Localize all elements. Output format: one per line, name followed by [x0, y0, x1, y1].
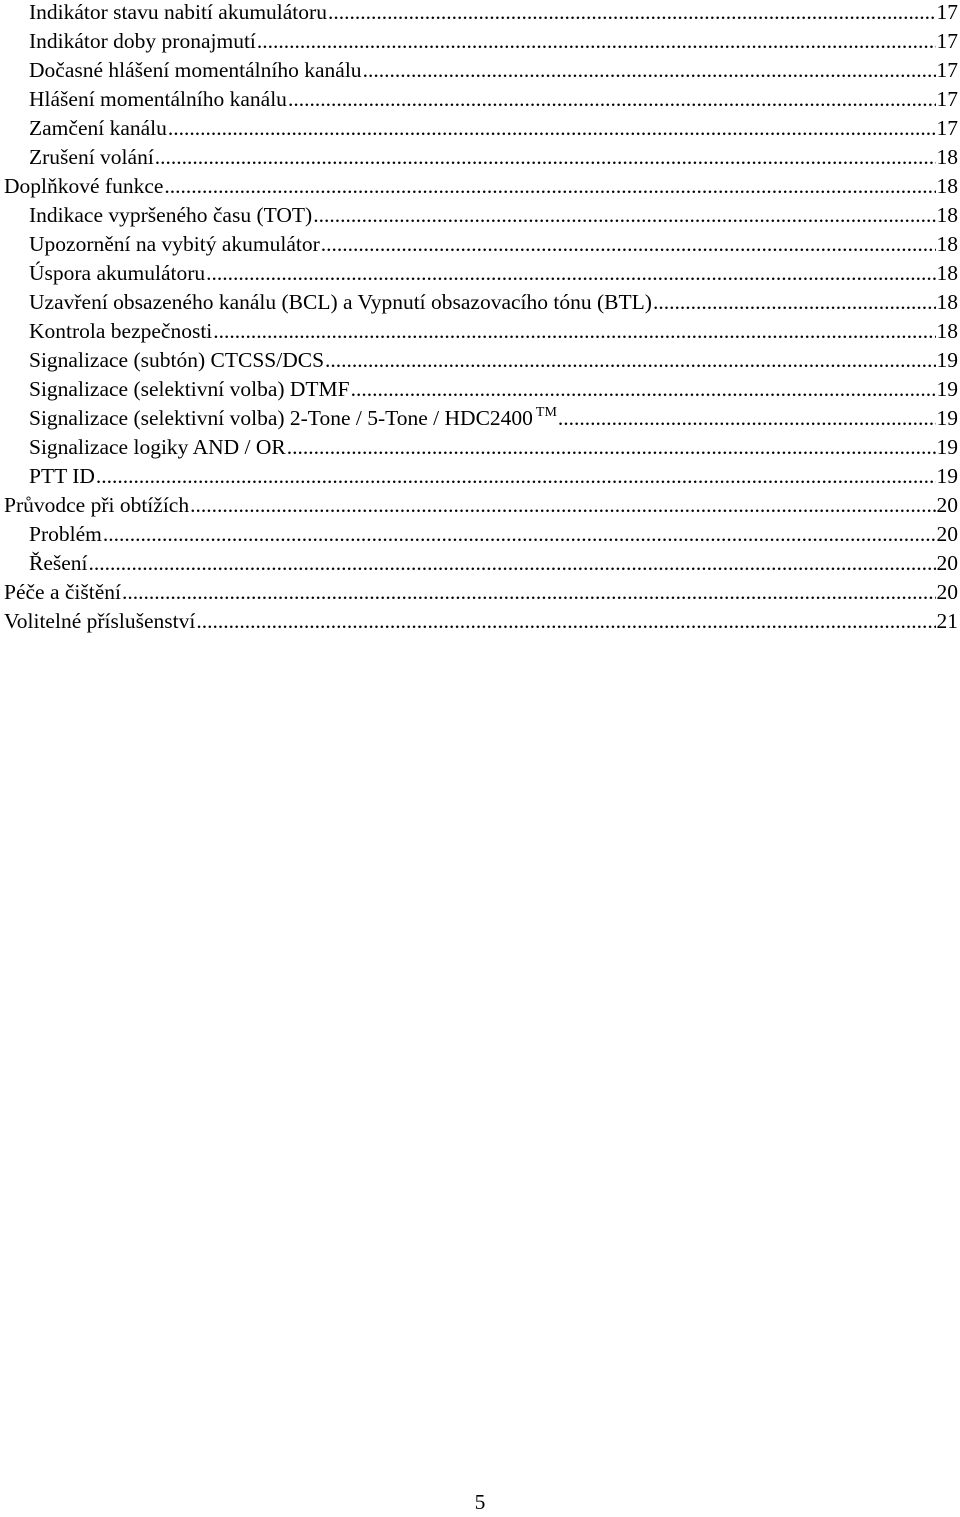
toc-entry-page: 18	[936, 261, 958, 285]
toc-dot-leader	[313, 201, 935, 230]
toc-entry-title: Signalizace logiky AND / OR	[29, 435, 286, 459]
toc-entry	[4, 549, 958, 578]
toc-dot-leader	[325, 346, 935, 375]
toc-dot-leader	[89, 549, 936, 578]
toc-entry-page: 19	[936, 406, 958, 430]
toc-entry	[4, 520, 958, 549]
toc-entry-title-text: Signalizace (selektivní volba) 2-Tone / 5-Tone / HDC2400	[29, 406, 533, 430]
toc-entry	[4, 491, 958, 520]
toc-entry	[4, 56, 958, 85]
toc-dot-leader	[206, 259, 935, 288]
toc-dot-leader	[164, 172, 935, 201]
toc-entry-page: 17	[936, 0, 958, 24]
toc-entry-title: Péče a čištění	[4, 580, 122, 604]
toc-entry-page: 20	[936, 580, 958, 604]
toc-dot-leader	[288, 85, 936, 114]
trademark-superscript: TM	[535, 405, 557, 420]
toc-entry	[4, 85, 958, 114]
toc-entry-page: 20	[936, 551, 958, 575]
toc-entry	[4, 462, 958, 491]
toc-entry-page: 18	[936, 319, 958, 343]
toc-entry-title	[29, 404, 557, 433]
toc-entry	[4, 433, 958, 462]
toc-entry	[4, 375, 958, 404]
toc-entry	[4, 578, 958, 607]
toc-entry-page: 17	[936, 29, 958, 53]
toc-dot-leader	[287, 433, 936, 462]
toc-entry-title: Dočasné hlášení momentálního kanálu	[29, 58, 362, 82]
toc-entry-title: Volitelné příslušenství	[4, 609, 196, 633]
toc-dot-leader	[257, 27, 936, 56]
toc-entry	[4, 172, 958, 201]
toc-entry	[4, 201, 958, 230]
toc-entry	[4, 607, 958, 636]
toc-dot-leader	[321, 230, 936, 259]
toc-entry-page: 18	[936, 290, 958, 314]
toc-entry	[4, 230, 958, 259]
toc-entry-page: 19	[936, 464, 958, 488]
toc-entry	[4, 0, 958, 27]
toc-entry	[4, 288, 958, 317]
toc-dot-leader	[155, 143, 936, 172]
toc-dot-leader	[168, 114, 936, 143]
toc-dot-leader	[190, 491, 935, 520]
toc-dot-leader	[363, 56, 936, 85]
toc-entry	[4, 143, 958, 172]
toc-entry-page: 18	[936, 203, 958, 227]
toc-entry-title: Zamčení kanálu	[29, 116, 167, 140]
table-of-contents	[4, 0, 958, 636]
toc-dot-leader	[351, 375, 936, 404]
toc-dot-leader	[213, 317, 935, 346]
toc-entry-page: 19	[936, 348, 958, 372]
toc-entry-title: PTT ID	[29, 464, 95, 488]
toc-dot-leader	[96, 462, 936, 491]
toc-entry-title: Indikátor stavu nabití akumulátoru	[29, 0, 327, 24]
toc-dot-leader	[103, 520, 936, 549]
toc-entry-page: 20	[936, 493, 958, 517]
toc-entry	[4, 404, 958, 433]
toc-entry-title: Indikace vypršeného času (TOT)	[29, 203, 313, 227]
toc-entry	[4, 317, 958, 346]
toc-entry-page: 18	[936, 145, 958, 169]
toc-entry-title: Řešení	[29, 551, 88, 575]
toc-entry-page: 17	[936, 58, 958, 82]
toc-entry-page: 21	[936, 609, 958, 633]
toc-entry-title: Uzavření obsazeného kanálu (BCL) a Vypnutí obsazovacího tónu (BTL)	[29, 290, 652, 314]
toc-entry-page: 17	[936, 87, 958, 111]
toc-entry-title: Signalizace (subtón) CTCSS/DCS	[29, 348, 325, 372]
toc-entry-title: Problém	[29, 522, 102, 546]
toc-entry-page: 18	[936, 174, 958, 198]
toc-entry-page: 18	[936, 232, 958, 256]
toc-dot-leader	[196, 607, 935, 636]
toc-entry	[4, 114, 958, 143]
toc-entry-page: 17	[936, 116, 958, 140]
toc-entry-page: 19	[936, 435, 958, 459]
toc-entry	[4, 346, 958, 375]
toc-dot-leader	[328, 0, 936, 27]
toc-entry	[4, 27, 958, 56]
toc-entry-title: Indikátor doby pronajmutí	[29, 29, 256, 53]
toc-entry-title: Signalizace (selektivní volba) DTMF	[29, 377, 350, 401]
toc-entry-title: Hlášení momentálního kanálu	[29, 87, 287, 111]
toc-entry	[4, 259, 958, 288]
toc-entry-page: 20	[936, 522, 958, 546]
page-number: 5	[474, 1490, 486, 1514]
toc-entry-title: Upozornění na vybitý akumulátor	[29, 232, 320, 256]
toc-dot-leader	[558, 404, 936, 433]
toc-dot-leader	[122, 578, 935, 607]
toc-entry-title: Zrušení volání	[29, 145, 154, 169]
toc-entry-title: Doplňkové funkce	[4, 174, 164, 198]
toc-entry-page: 19	[936, 377, 958, 401]
toc-entry-title: Průvodce při obtížích	[4, 493, 190, 517]
toc-dot-leader	[653, 288, 936, 317]
toc-entry-title: Úspora akumulátoru	[29, 261, 206, 285]
toc-entry-title: Kontrola bezpečnosti	[29, 319, 213, 343]
